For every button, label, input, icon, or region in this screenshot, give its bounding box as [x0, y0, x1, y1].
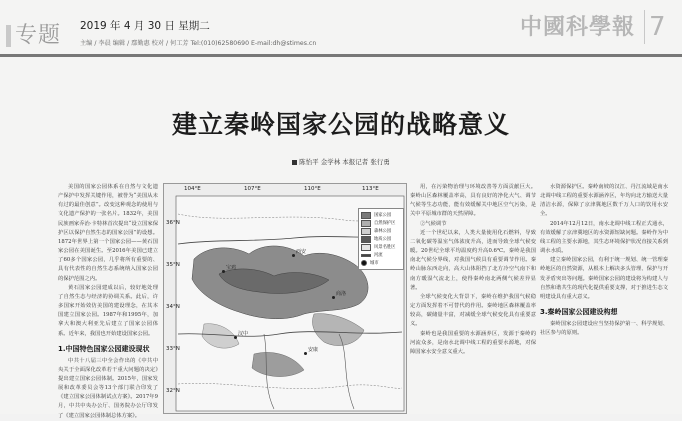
legend-swatch	[361, 236, 371, 243]
city-label: 宝鸡	[226, 265, 237, 271]
paragraph: 中共十八届三中全会作出的《中共中央关于全面深化改革若干重大问题的决定》提出建立国家公园体制。2015年，国家发展和改革委员会等13个部门联合印发了《建立国家公园体制试点方案》。2017年9月，中共中央办公厅、国务院办公厅印发了《建立国家公园体制总体方案》。	[58, 357, 158, 419]
text-column-5	[540, 183, 668, 414]
legend-item	[361, 219, 401, 227]
legend-label: 河流	[374, 253, 383, 258]
legend-item	[361, 251, 401, 259]
city-label: 安康	[308, 347, 319, 353]
city-marker	[222, 270, 225, 273]
masthead-divider	[644, 10, 645, 44]
legend-label: 城市	[370, 261, 379, 266]
legend-item	[361, 243, 401, 251]
newspaper-name: 中國科學報	[520, 14, 636, 40]
legend-label: 森林公园	[374, 229, 392, 234]
city-marker	[292, 254, 295, 257]
legend-swatch	[361, 228, 371, 235]
text-column-4	[410, 183, 536, 414]
masthead-rule	[0, 54, 682, 57]
section-label: 专题	[15, 23, 62, 48]
masthead	[0, 0, 682, 52]
latitude-label: 35°N	[166, 262, 180, 268]
legend-swatch	[361, 244, 371, 251]
paragraph: 近一个世纪以来，人类大量使用化石燃料，导致二氧化碳等温室气体浓度升高，进而导致全球气候变暖。20世纪全球平均温度约升高0.6℃。秦岭是我国南北气候分界线，对我国气候具有重要调节作用。秦岭山脉东西走向，高大山体阻挡了北方冷空气南下和南方暖湿气流北上，使得秦岭南北两侧气候差异显著。	[410, 229, 536, 291]
legend-label: 国家公园	[374, 213, 392, 218]
legend-label: 自然保护区	[374, 221, 396, 226]
page-number: 7	[649, 12, 666, 42]
paragraph: ②气候调节	[420, 220, 447, 227]
city-label: 商洛	[336, 291, 347, 297]
legend-item	[361, 211, 401, 219]
city-marker	[332, 296, 335, 299]
paragraph: 美国的国家公园体系在自然与文化遗产保护中发挥关键作用，被誉为“美国从未有过的最佳创意”。改变这种观念的使用与文化遗产保护的一张名片。1832年，美国民族画家乔治·卡特林首次提出“设立国家保护区以保护自然生态的国家公园”的设想。1872年世界上第一个国家公园——黄石国家公园在美国诞生。至2016年美国已建立了60多个国家公园，几乎将所有重要的、具有代表性的自然生态系统纳入国家公园的保护范围之内。	[58, 184, 158, 282]
legend-swatch	[361, 254, 371, 257]
longitude-label: 107°E	[244, 186, 261, 192]
legend-swatch	[361, 260, 367, 266]
editor-credits: 主编 / 李晨 编辑 / 鄢勤惠 校对 / 何工芳 Tel:(010)62580690 E-mail:dh@stimes.cn	[80, 40, 317, 47]
paragraph: 黄石国家公园建成以后，较好地处理了自然生态与经济的协调关系。此后，许多国家开始效仿美国的建设理念，在其本国建立国家公园。1987年和1995年，加拿大和澳大利亚先后建立了国家公园体系。近年来，我国也开始建设国家公园。	[58, 284, 158, 337]
byline-text: 陈怡平 金学林 本报记者 张行勇	[299, 158, 390, 166]
issue-date: 2019 年 4 月 30 日 星期二	[80, 20, 210, 32]
legend-label: 地质公园	[374, 237, 392, 242]
paragraph: 秦岭也是我国重要的水源涵养区，发源于秦岭的河流众多，是南水北调中线工程的重要水源地，对保障国家水安全意义重大。	[410, 330, 536, 355]
section-heading: 3.秦岭国家公园建设构想	[540, 308, 618, 317]
paragraph: 2014年12月12日，南水北调中线工程正式通水，有效缓解了京津冀地区的水资源短缺问题。秦岭作为中线工程的主要水源地，其生态环境保护状况直接关系到调水水质。	[540, 220, 668, 255]
city-label: 汉中	[238, 331, 249, 337]
latitude-label: 36°N	[166, 220, 180, 226]
legend-label: 风景名胜区	[374, 245, 396, 250]
city-marker	[234, 336, 237, 339]
section-tag	[6, 18, 61, 49]
longitude-label: 104°E	[184, 186, 201, 192]
legend-swatch	[361, 220, 371, 227]
section-heading: 1.中国特色国家公园建设现状	[58, 344, 150, 353]
paragraph: 用，在污染物治理与环境改善等方面贡献巨大。秦岭山区森林覆盖率高，具有良好的净化大气、调节气候等生态功能，能有效缓解关中地区空气污染，是关中平原城市群的天然屏障。	[410, 184, 536, 218]
latitude-label: 32°N	[166, 388, 180, 394]
qinling-map-figure	[163, 183, 407, 414]
legend-item	[361, 259, 401, 267]
legend-swatch	[361, 212, 371, 219]
city-marker	[304, 352, 307, 355]
byline-marker	[292, 160, 297, 165]
article-byline	[0, 157, 682, 166]
city-label: 西安	[296, 249, 307, 255]
paragraph: 秦岭国家公园建设应当坚持保护第一、科学规划、社区参与的原则。	[540, 321, 668, 337]
section-marker	[6, 25, 11, 47]
text-column-1	[58, 183, 158, 419]
article-headline: 建立秦岭国家公园的战略意义	[171, 110, 510, 139]
paragraph: 水资源保护区。秦岭南坡的汉江、丹江流域是南水北调中线工程的重要水源涵养区，年均向北方输送大量清洁水源，保障了京津冀地区数千万人口的饮用水安全。	[540, 184, 668, 218]
latitude-label: 33°N	[166, 346, 180, 352]
paragraph: 全球气候变化大背景下，秦岭在维护我国气候稳定方面发挥着不可替代的作用。秦岭地区森林覆盖率较高，碳储量丰富，对减缓全球气候变化具有重要意义。	[410, 293, 536, 328]
paragraph: 建立秦岭国家公园，有利于统一规划、统一管理秦岭地区的自然资源，从根本上解决多头管理、保护与开发矛盾突出等问题。秦岭国家公园的建设将为构建人与自然和谐共生的现代化提供重要支撑，对于推进生态文明建设具有重大意义。	[540, 257, 668, 300]
longitude-label: 113°E	[362, 186, 379, 192]
latitude-label: 34°N	[166, 304, 180, 310]
map-legend	[358, 208, 404, 270]
longitude-label: 110°E	[304, 186, 321, 192]
legend-item	[361, 235, 401, 243]
legend-item	[361, 227, 401, 235]
